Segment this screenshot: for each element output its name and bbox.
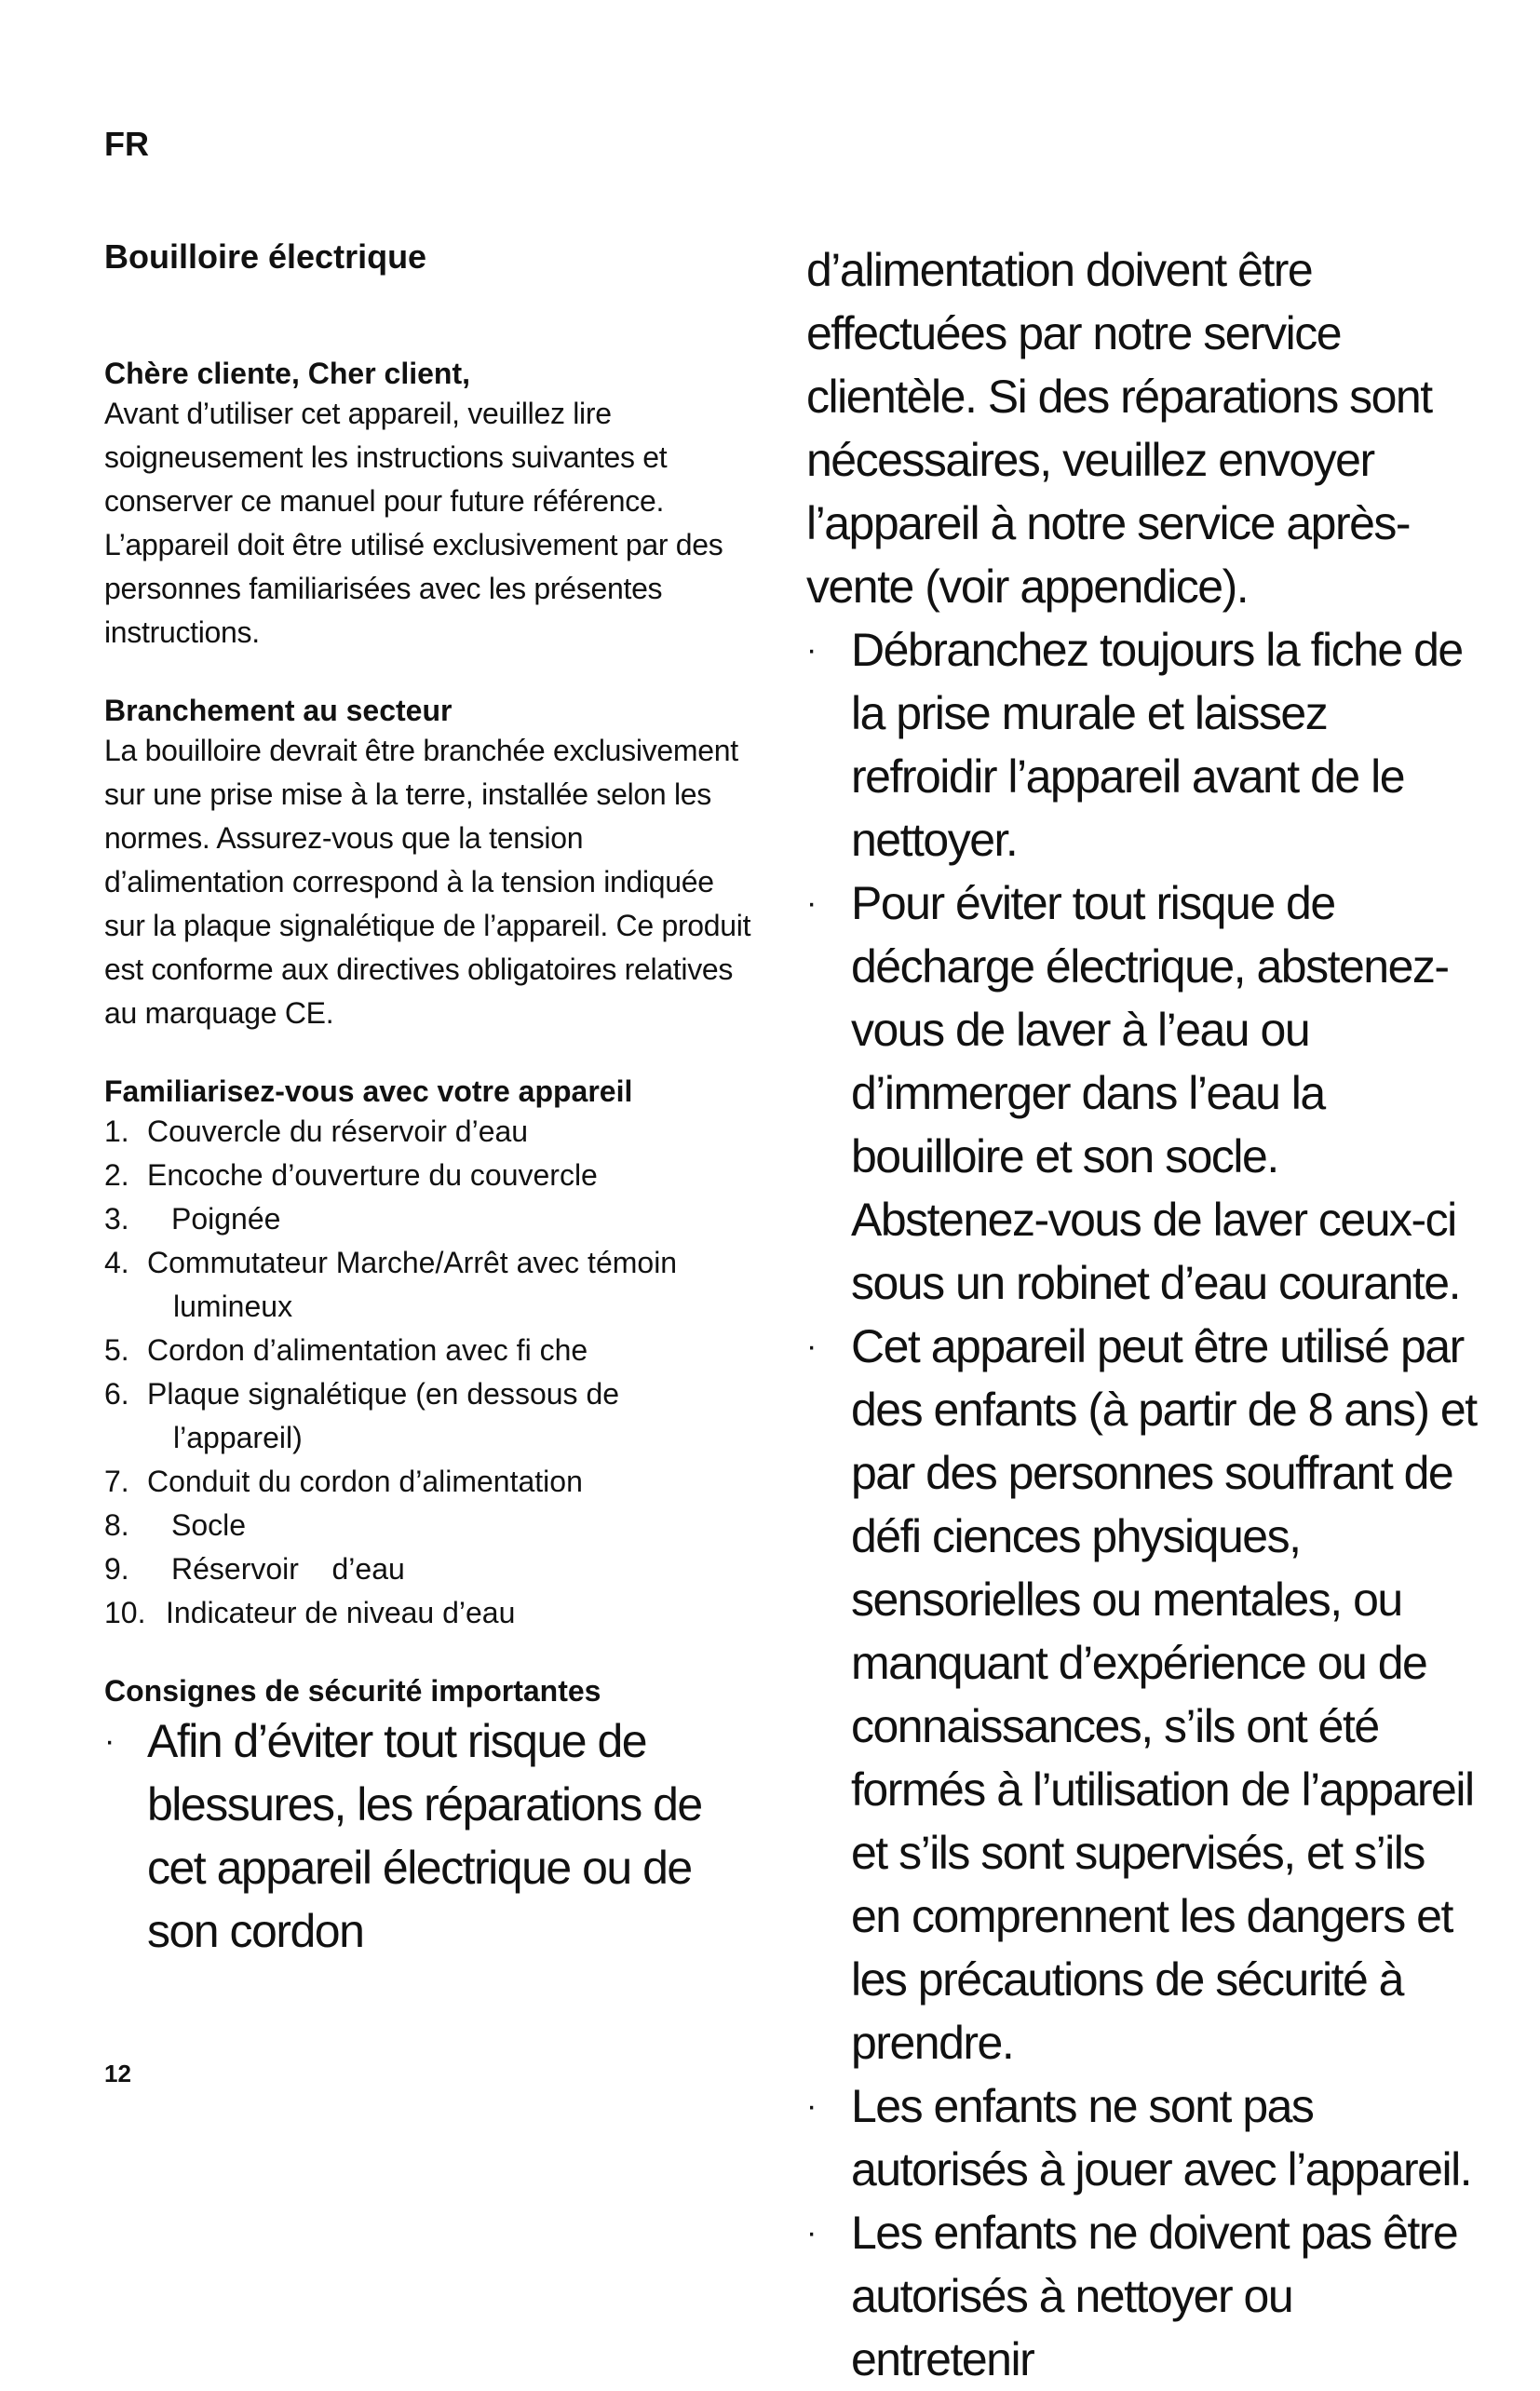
- parts-item-number: 3.: [104, 1202, 129, 1236]
- parts-item-number: 4.: [104, 1246, 129, 1280]
- parts-list-item: [104, 1110, 756, 1154]
- parts-list-item: [104, 1154, 756, 1197]
- parts-list-item: [104, 1504, 756, 1547]
- parts-item-label: Couvercle du réservoir d’eau: [147, 1114, 529, 1149]
- bullet-icon: ·: [806, 2088, 816, 2124]
- connection-heading: Branchement au secteur: [104, 694, 453, 728]
- safety-item-text: Débranchez toujours la fiche de la prise murale et laissez refroidir l’appareil avant de le nettoyer.: [851, 624, 1463, 866]
- parts-list-item: [104, 1547, 756, 1591]
- parts-list: [104, 1110, 756, 1635]
- safety-item-text: Pour éviter tout risque de décharge électrique, abstenez-vous de laver à l’eau ou d’immerger dans l’eau la bouilloire et son socle. Abstenez-vous de laver ceux-ci sous un robinet d’eau courante.: [851, 877, 1460, 1309]
- connection-section: [104, 692, 756, 1035]
- parts-list-item: [104, 1197, 756, 1241]
- parts-list-item: [104, 1591, 756, 1635]
- parts-item-number: 2.: [104, 1158, 129, 1193]
- parts-item-label: Cordon d’alimentation avec fi che: [147, 1333, 588, 1368]
- intro-section: [104, 355, 756, 655]
- bullet-icon: ·: [806, 2215, 816, 2250]
- parts-item-number: 8.: [104, 1508, 129, 1543]
- safety-section: [104, 1672, 756, 1963]
- safety-item: [104, 1709, 756, 1963]
- parts-item-label: Indicateur de niveau d’eau: [166, 1596, 516, 1630]
- safety-item: [806, 618, 1477, 871]
- parts-item-continuation: l’appareil): [173, 1421, 303, 1455]
- right-column: [806, 238, 1477, 2391]
- parts-item-label: Conduit du cordon d’alimentation: [147, 1465, 583, 1499]
- parts-item-label: Poignée: [171, 1202, 281, 1236]
- parts-item-number: 10.: [104, 1596, 146, 1630]
- parts-section: [104, 1073, 756, 1635]
- parts-list-item: [104, 1372, 756, 1460]
- parts-item-label: Encoche d’ouverture du couvercle: [147, 1158, 598, 1193]
- parts-item-number: 6.: [104, 1377, 129, 1412]
- safety-list: [806, 618, 1477, 2391]
- parts-item-number: 1.: [104, 1114, 129, 1149]
- parts-item-continuation: lumineux: [173, 1290, 293, 1324]
- safety-item: [806, 2201, 1477, 2391]
- safety-item-text: Les enfants ne doivent pas être autorisés à nettoyer ou entretenir: [851, 2207, 1458, 2385]
- intro-heading: Chère cliente, Cher client,: [104, 357, 471, 391]
- safety-item-text: Les enfants ne sont pas autorisés à jouer avec l’appareil.: [851, 2080, 1472, 2195]
- parts-list-item: [104, 1329, 756, 1372]
- parts-list-item: [104, 1241, 756, 1329]
- intro-text: Avant d’utiliser cet appareil, veuillez lire soigneusement les instructions suivantes et conserver ce manuel pour future référence. L’appareil doit être utilisé exclusivement par des personnes familiarisées avec les présentes instructions.: [104, 397, 723, 650]
- safety-item: [806, 1315, 1477, 2074]
- bullet-icon: ·: [806, 632, 816, 668]
- bullet-icon: ·: [806, 885, 816, 921]
- parts-item-label: Réservoir d’eau: [171, 1552, 405, 1587]
- parts-item-number: 9.: [104, 1552, 129, 1587]
- parts-item-number: 7.: [104, 1465, 129, 1499]
- parts-item-number: 5.: [104, 1333, 129, 1368]
- left-column: [104, 236, 756, 1963]
- safety-heading: Consignes de sécurité importantes: [104, 1674, 601, 1709]
- safety-list-start: [104, 1709, 756, 1963]
- document-title: Bouilloire électrique: [104, 237, 427, 276]
- safety-item-text: Cet appareil peut être utilisé par des enfants (à partir de 8 ans) et par des personnes souffrant de défi ciences physiques, sensorielles ou mentales, ou manquant d’expérience ou de connaissances, s’ils ont été formés à l’utilisation de l’appareil et s’ils sont supervisés, et s’ils en comprennent les dangers et les précautions de sécurité à prendre.: [851, 1320, 1477, 2069]
- safety-item: [806, 2074, 1477, 2201]
- bullet-icon: ·: [104, 1723, 114, 1760]
- bullet-icon: ·: [806, 1329, 816, 1364]
- parts-item-label: Plaque signalétique (en dessous de: [147, 1377, 620, 1412]
- parts-item-label: Socle: [171, 1508, 247, 1543]
- connection-text: La bouilloire devrait être branchée exclusivement sur une prise mise à la terre, installée selon les normes. Assurez-vous que la tension d’alimentation correspond à la tension indiquée sur la plaque signalétique de l’appareil. Ce produit est conforme aux directives obligatoires relatives au marquage CE.: [104, 734, 751, 1031]
- safety-item-text: Afin d’éviter tout risque de blessures, les réparations de cet appareil électrique ou de son cordon: [147, 1715, 702, 1958]
- parts-heading: Familiarisez-vous avec votre appareil: [104, 1074, 633, 1109]
- language-code: FR: [104, 125, 149, 163]
- page-number: 12: [104, 2060, 131, 2087]
- safety-item: [806, 871, 1477, 1315]
- safety-item-continuation: d’alimentation doivent être effectuées par notre service clientèle. Si des réparations sont nécessaires, veuillez envoyer l’appareil à notre service après-vente (voir appendice).: [806, 244, 1432, 613]
- parts-list-item: [104, 1460, 756, 1504]
- parts-item-label: Commutateur Marche/Arrêt avec témoin: [147, 1246, 678, 1280]
